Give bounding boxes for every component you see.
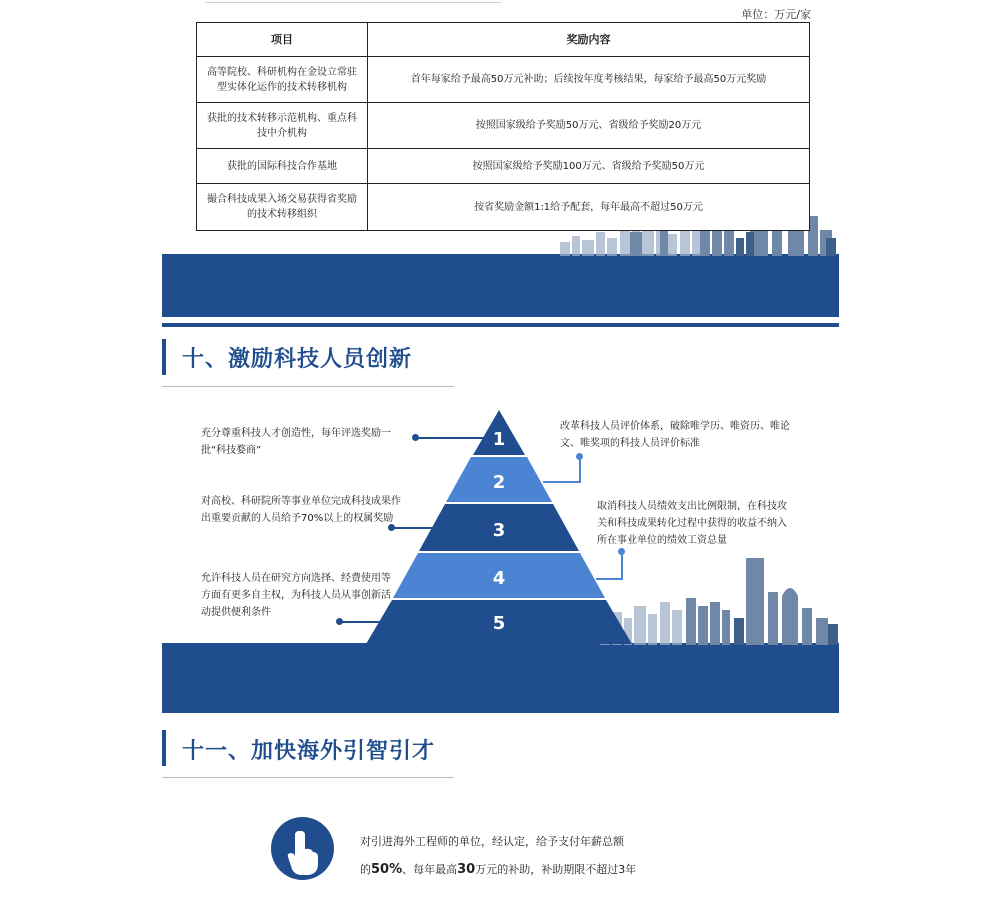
oversea-text-line2 <box>360 856 636 884</box>
section-marker <box>162 339 166 375</box>
left-bullet-3: 允许科技人员在研究方向选择、经费使用等方面有更多自主权，为科技人员从事创新活动提供便利条件 <box>201 573 391 618</box>
section-marker <box>162 730 166 766</box>
city-skyline-image <box>600 552 840 645</box>
table-cell-item: 高等院校、科研机构在金设立常驻型实体化运作的技术转移机构 <box>197 57 368 103</box>
pyramid-label-4: 4 <box>492 568 506 589</box>
column-header-reward: 奖励内容 <box>368 23 810 57</box>
table-cell-reward: 按省奖励金额1:1给予配套，每年最高不超过50万元 <box>368 184 810 231</box>
left-bullet-1: 充分尊重科技人才创造性，每年评选奖励一批“科技婺商” <box>201 428 391 456</box>
blue-divider <box>162 323 839 327</box>
oversea-text: 万元的补助，补助期限不超过3年 <box>475 863 637 876</box>
blue-banner <box>162 643 839 713</box>
oversea-text-line1 <box>360 828 624 856</box>
right-bullet-1: 改革科技人员评价体系，破除唯学历、唯资历、唯论文、唯奖项的科技人员评价标准 <box>560 421 790 449</box>
oversea-text: 的 <box>360 863 371 876</box>
table-cell-item: 获批的技术转移示范机构、重点科技中介机构 <box>197 103 368 149</box>
section-title: 十、激励科技人员创新 <box>182 347 413 372</box>
table-cell-reward: 首年每家给予最高50万元补助；后续按年度考核结果，每家给予最高50万元奖励 <box>368 57 810 103</box>
highlight-amount: 30 <box>457 862 476 877</box>
table-row <box>197 149 810 184</box>
table-row <box>197 57 810 103</box>
column-header-item: 项目 <box>197 23 368 57</box>
unit-label: 单位：万元/家 <box>741 8 811 21</box>
pyramid-label-5: 5 <box>492 613 506 634</box>
table-cell-reward: 按照国家级给予奖励50万元、省级给予奖励20万元 <box>368 103 810 149</box>
table-row <box>197 184 810 231</box>
section-title: 十一、加快海外引智引才 <box>182 739 436 764</box>
oversea-text: 对引进海外工程师的单位，经认定，给予支付年薪总额 <box>360 835 624 848</box>
reward-table <box>196 22 810 231</box>
pyramid-label-3: 3 <box>492 520 506 541</box>
pointing-hand-icon <box>271 817 334 880</box>
pyramid-label-1: 1 <box>492 429 506 450</box>
pyramid-label-2: 2 <box>492 472 506 493</box>
table-cell-reward: 按照国家级给予奖励100万元、省级给予奖励50万元 <box>368 149 810 184</box>
table-header-row <box>197 23 810 57</box>
table-cell-item: 撮合科技成果入场交易获得省奖励的技术转移组织 <box>197 184 368 231</box>
top-divider <box>205 2 501 3</box>
left-bullet-2: 对高校、科研院所等事业单位完成科技成果作出重要贡献的人员给予70%以上的权属奖励 <box>201 496 401 524</box>
section-underline <box>162 777 454 778</box>
highlight-percent: 50% <box>371 862 403 877</box>
table-cell-item: 获批的国际科技合作基地 <box>197 149 368 184</box>
right-bullet-2: 取消科技人员绩效支出比例限制，在科技攻关和科技成果转化过程中获得的收益不纳入所在事业单位的绩效工资总量 <box>597 501 787 546</box>
oversea-text: 、每年最高 <box>402 863 458 876</box>
blue-banner <box>162 254 839 317</box>
connector-dot <box>336 618 343 625</box>
table-row <box>197 103 810 149</box>
section-underline <box>162 386 454 387</box>
